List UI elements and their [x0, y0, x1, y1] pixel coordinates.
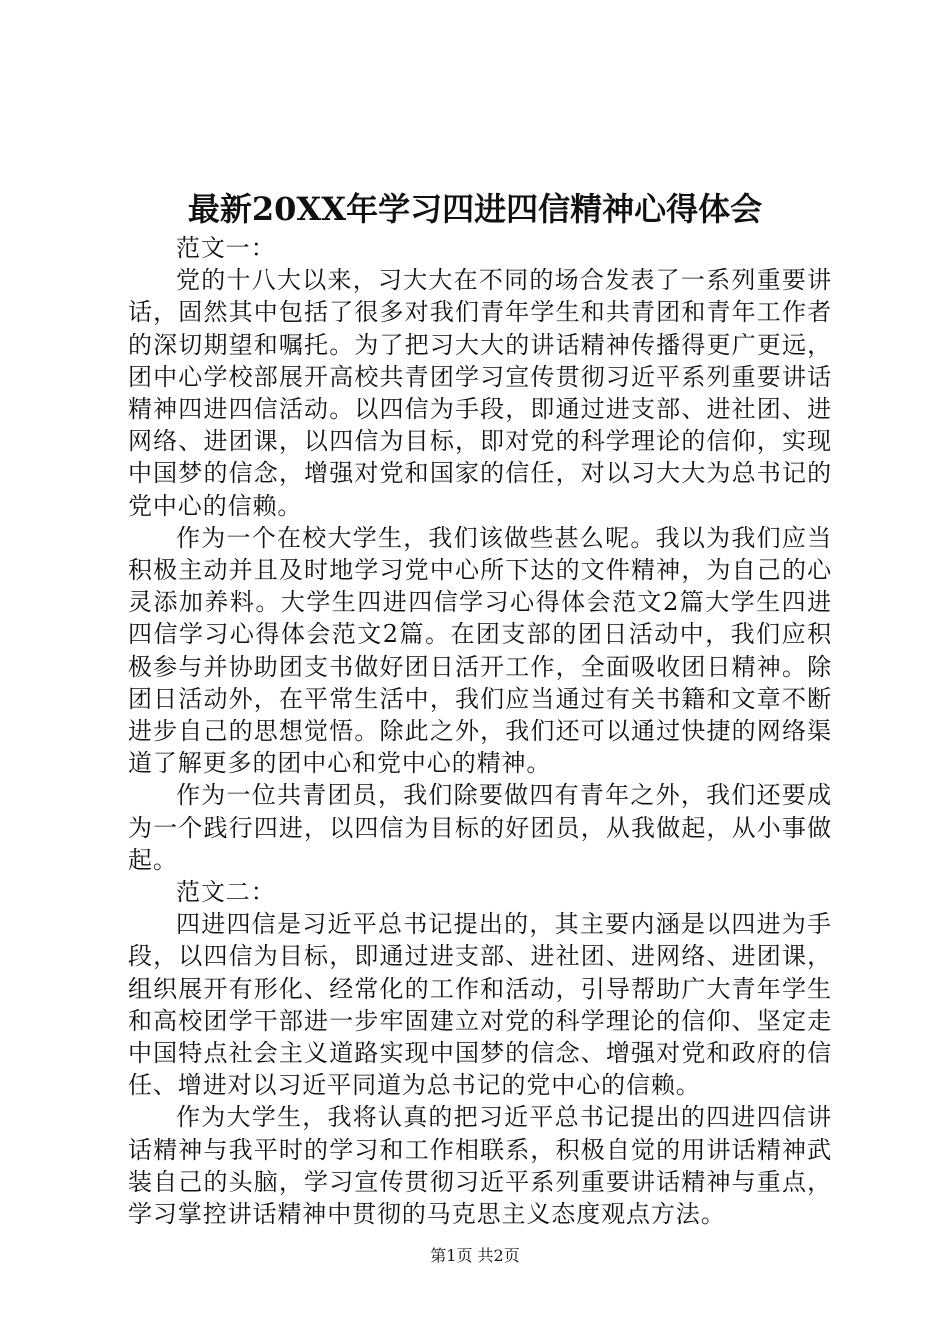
page-footer: 第1页 共2页	[430, 1246, 520, 1265]
document-title: 最新20XX年学习四进四信精神心得体会	[187, 190, 763, 228]
body-paragraph: 作为一位共青团员，我们除要做四有青年之外，我们还要成为一个践行四进，以四信为目标的好团员，从我做起，从小事做起。	[128, 781, 832, 874]
body-paragraph: 作为大学生，我将认真的把习近平总书记提出的四进四信讲话精神与我平时的学习和工作相联系，积极自觉的用讲话精神武装自己的头脑，学习宣传贯彻习近平系列重要讲话精神与重点，学习掌控讲话精神中贯彻的马克思主义态度观点方法。	[128, 1103, 832, 1229]
body-paragraph: 党的十八大以来，习大大在不同的场合发表了一系列重要讲话，固然其中包括了很多对我们青年学生和共青团和青年工作者的深切期望和嘱托。为了把习大大的讲话精神传播得更广更远，团中心学校部展开高校共青团学习宣传贯彻习近平系列重要讲话精神四进四信活动。以四信为手段，即通过进支部、进社团、进网络、进团课，以四信为目标，即对党的科学理论的信仰，实现中国梦的信念，增强对党和国家的信任，对以习大大为总书记的党中心的信赖。	[128, 266, 832, 520]
section-heading-1: 范文一：	[176, 234, 276, 262]
section-heading-2: 范文二：	[176, 878, 276, 907]
document-body	[128, 232, 832, 1230]
body-paragraph: 作为一个在校大学生，我们该做些甚么呢。我以为我们应当积极主动并且及时地学习党中心所下达的文件精神，为自己的心灵添加养料。大学生四进四信学习心得体会范文2篇大学生四进四信学习心得体会范文2篇。在团支部的团日活动中，我们应积极参与并协助团支书做好团日活开工作，全面吸收团日精神。除团日活动外，在平常生活中，我们应当通过有关书籍和文章不断进步自己的思想觉悟。除此之外，我们还可以通过快捷的网络渠道了解更多的团中心和党中心的精神。	[128, 523, 832, 778]
body-paragraph: 四进四信是习近平总书记提出的，其主要内涵是以四进为手段，以四信为目标，即通过进支部、进社团、进网络、进团课，组织展开有形化、经常化的工作和活动，引导帮助广大青年学生和高校团学干部进一步牢固建立对党的科学理论的信仰、坚定走中国特点社会主义道路实现中国梦的信念、增强对党和政府的信任、增进对以习近平同道为总书记的党中心的信赖。	[128, 910, 832, 1100]
